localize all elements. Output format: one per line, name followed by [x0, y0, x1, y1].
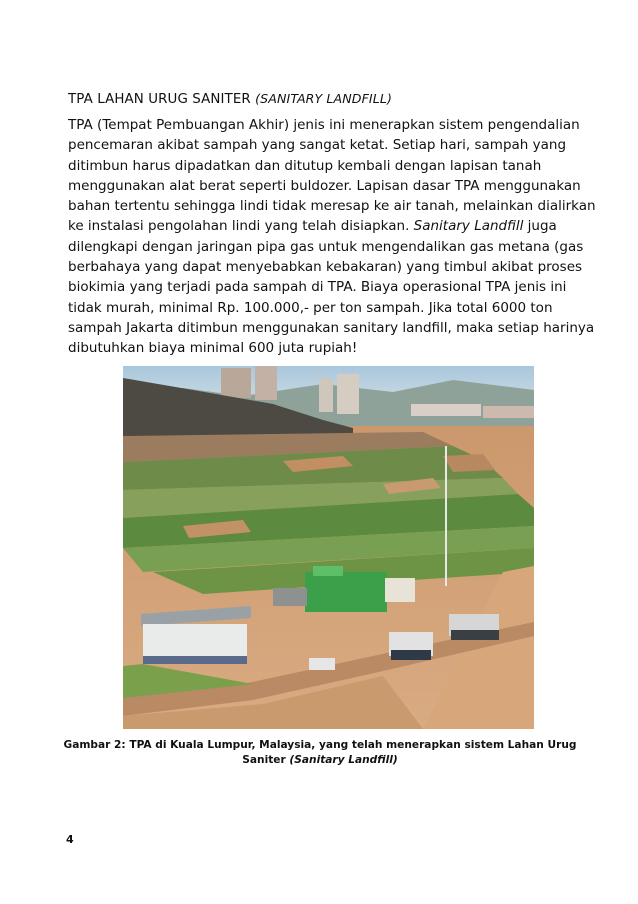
paragraph-line: sampah Jakarta ditimbun menggunakan sanitary landfill, maka setiap harinya: [68, 319, 595, 336]
paragraph-line-tail: juga: [523, 218, 557, 235]
body-paragraph: [68, 115, 596, 359]
paragraph-line: pencemaran akibat sampah yang sangat ketat. Setiap hari, sampah yang: [68, 137, 567, 154]
section-heading: [68, 91, 588, 107]
paragraph-line: tidak murah, minimal Rp. 100.000,- per ton sampah. Jika total 6000 ton: [68, 299, 553, 316]
paragraph-line: berbahaya yang dapat menyebabkan kebakaran) yang timbul akibat proses: [68, 259, 583, 276]
caption-main: Gambar 2: TPA di Kuala Lumpur, Malaysia, yang telah menerapkan sistem Lahan Urug Saniter: [63, 739, 577, 766]
page-number: 4: [66, 833, 74, 846]
paragraph-line-text: ke instalasi pengolahan lindi yang telah disiapkan.: [68, 218, 414, 235]
paragraph-line: TPA (Tempat Pembuangan Akhir) jenis ini menerapkan sistem pengendalian: [68, 117, 580, 133]
landfill-photo: [123, 366, 534, 729]
paragraph-line: ditimbun harus dipadatkan dan ditutup kembali dengan lapisan tanah: [68, 157, 542, 174]
paragraph-line: menggunakan alat berat seperti buldozer. Lapisan dasar TPA menggunakan: [68, 177, 581, 194]
paragraph-italic-term: Sanitary Landfill: [413, 218, 524, 235]
paragraph-line: biokimia yang terjadi pada sampah di TPA. Biaya operasional TPA jenis ini: [68, 279, 567, 296]
paragraph-line: dibutuhkan biaya minimal 600 juta rupiah!: [68, 340, 358, 357]
caption-italic: (Sanitary Landfill): [289, 754, 398, 766]
heading-main: TPA LAHAN URUG SANITER: [68, 92, 256, 107]
paragraph-line: [68, 216, 583, 236]
paragraph-line: bahan tertentu sehingga lindi tidak meresap ke air tanah, melainkan dialirkan: [68, 198, 596, 215]
paragraph-line: dilengkapi dengan jaringan pipa gas untuk mengendalikan gas metana (gas: [68, 238, 584, 255]
heading-italic: (SANITARY LANDFILL): [255, 91, 392, 106]
figure-caption: [60, 738, 580, 768]
